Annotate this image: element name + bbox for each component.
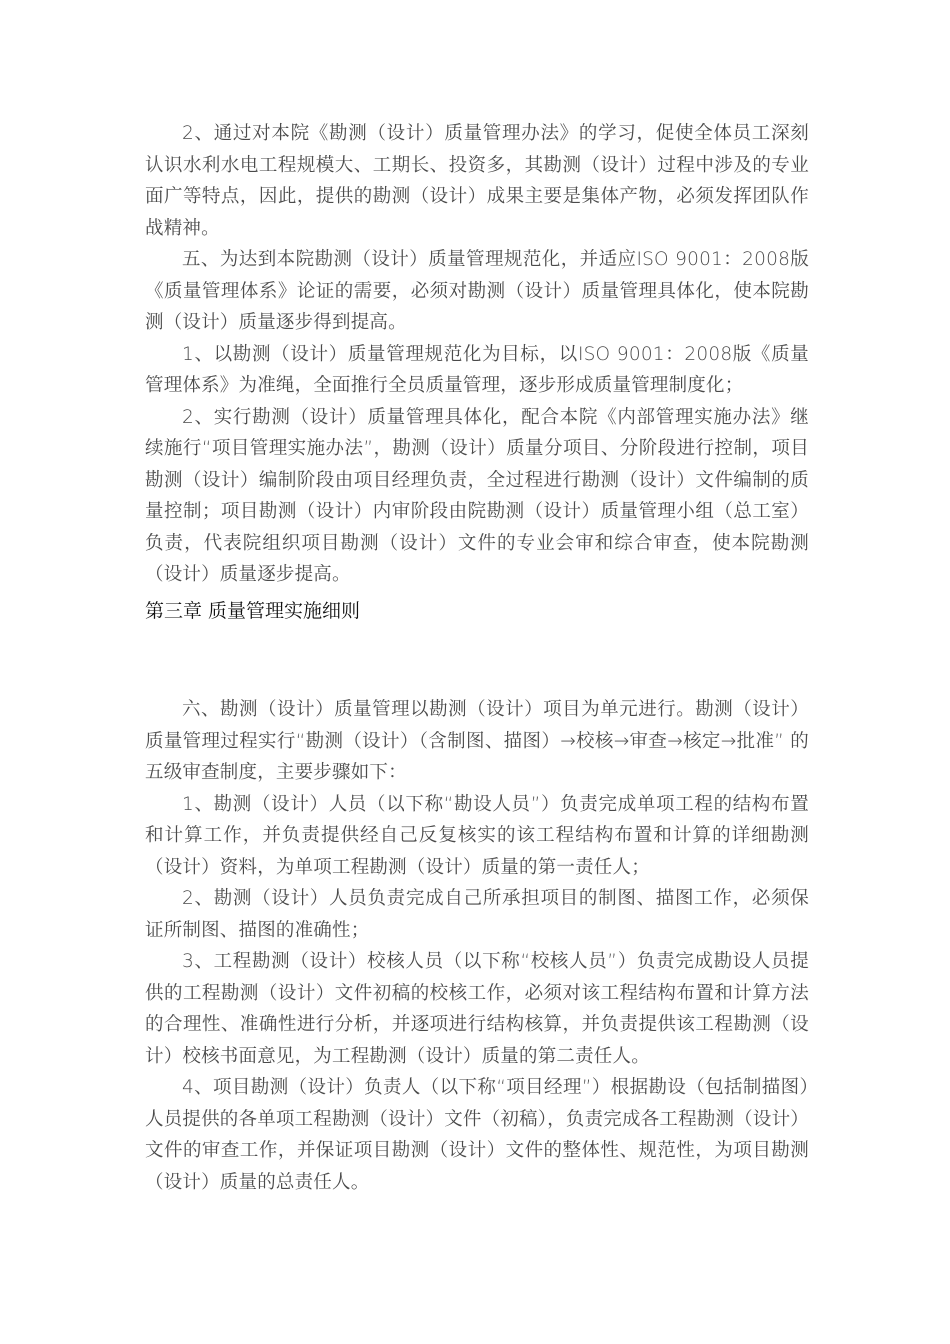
paragraph-step-checker: 3、工程勘测（设计）校核人员（以下称“校核人员”）负责完成勘设人员提供的工程勘测（设计）文件初稿的校核工作，必须对该工程结构布置和计算方法的合理性、准确性进行分析，并逐项进行结构核算，并负责提供该工程勘测（设计）校核书面意见，为工程勘测（设计）质量的第二责任人。 (145, 951, 809, 1067)
paragraph-step-drawing: 2、勘测（设计）人员负责完成自己所承担项目的制图、描图工作，必须保证所制图、描图的准确性； (145, 888, 809, 941)
paragraph-project-management: 2、实行勘测（设计）质量管理具体化，配合本院《内部管理实施办法》继续施行“项目管理实施办法”，勘测（设计）质量分项目、分阶段进行控制，项目勘测（设计）编制阶段由项目经理负责，全过程进行勘测（设计）文件编制的质量控制；项目勘测（设计）内审阶段由院勘测（设计）质量管理小组（总工室）负责，代表院组织项目勘测（设计）文件的专业会审和综合审查，使本院勘测（设计）质量逐步提高。 (145, 406, 809, 585)
paragraph-item-six: 六、勘测（设计）质量管理以勘测（设计）项目为单元进行。勘测（设计）质量管理过程实行“勘测（设计）（含制图、描图）→校核→审查→核定→批准” 的五级审查制度，主要步骤如下： (145, 699, 809, 783)
paragraph-study-handbook: 2、通过对本院《勘测（设计）质量管理办法》的学习，促使全体员工深刻认识水利水电工程规模大、工期长、投资多，其勘测（设计）过程中涉及的专业面广等特点，因此，提供的勘测（设计）成果主要是集体产物，必须发挥团队作战精神。 (145, 123, 809, 239)
paragraph-standardization-goal: 1、以勘测（设计）质量管理规范化为目标，以ISO 9001：2008版《质量管理体系》为准绳，全面推行全员质量管理，逐步形成质量管理制度化； (145, 343, 809, 396)
chapter-heading: 第三章 质量管理实施细则 (145, 600, 361, 622)
section-a (145, 118, 809, 591)
section-b (145, 694, 809, 1198)
paragraph-item-five: 五、为达到本院勘测（设计）质量管理规范化，并适应ISO 9001：2008版《质量管理体系》论证的需要，必须对勘测（设计）质量管理具体化，使本院勘测（设计）质量逐步得到提高。 (145, 249, 809, 333)
paragraph-step-designer: 1、勘测（设计）人员（以下称“勘设人员”）负责完成单项工程的结构布置和计算工作，并负责提供经自己反复核实的该工程结构布置和计算的详细勘测（设计）资料，为单项工程勘测（设计）质量的第一责任人； (145, 793, 809, 878)
paragraph-step-project-manager: 4、项目勘测（设计）负责人（以下称“项目经理”）根据勘设（包括制描图）人员提供的各单项工程勘测（设计）文件（初稿），负责完成各工程勘测（设计）文件的审查工作，并保证项目勘测（设计）文件的整体性、规范性，为项目勘测（设计）质量的总责任人。 (145, 1077, 809, 1193)
